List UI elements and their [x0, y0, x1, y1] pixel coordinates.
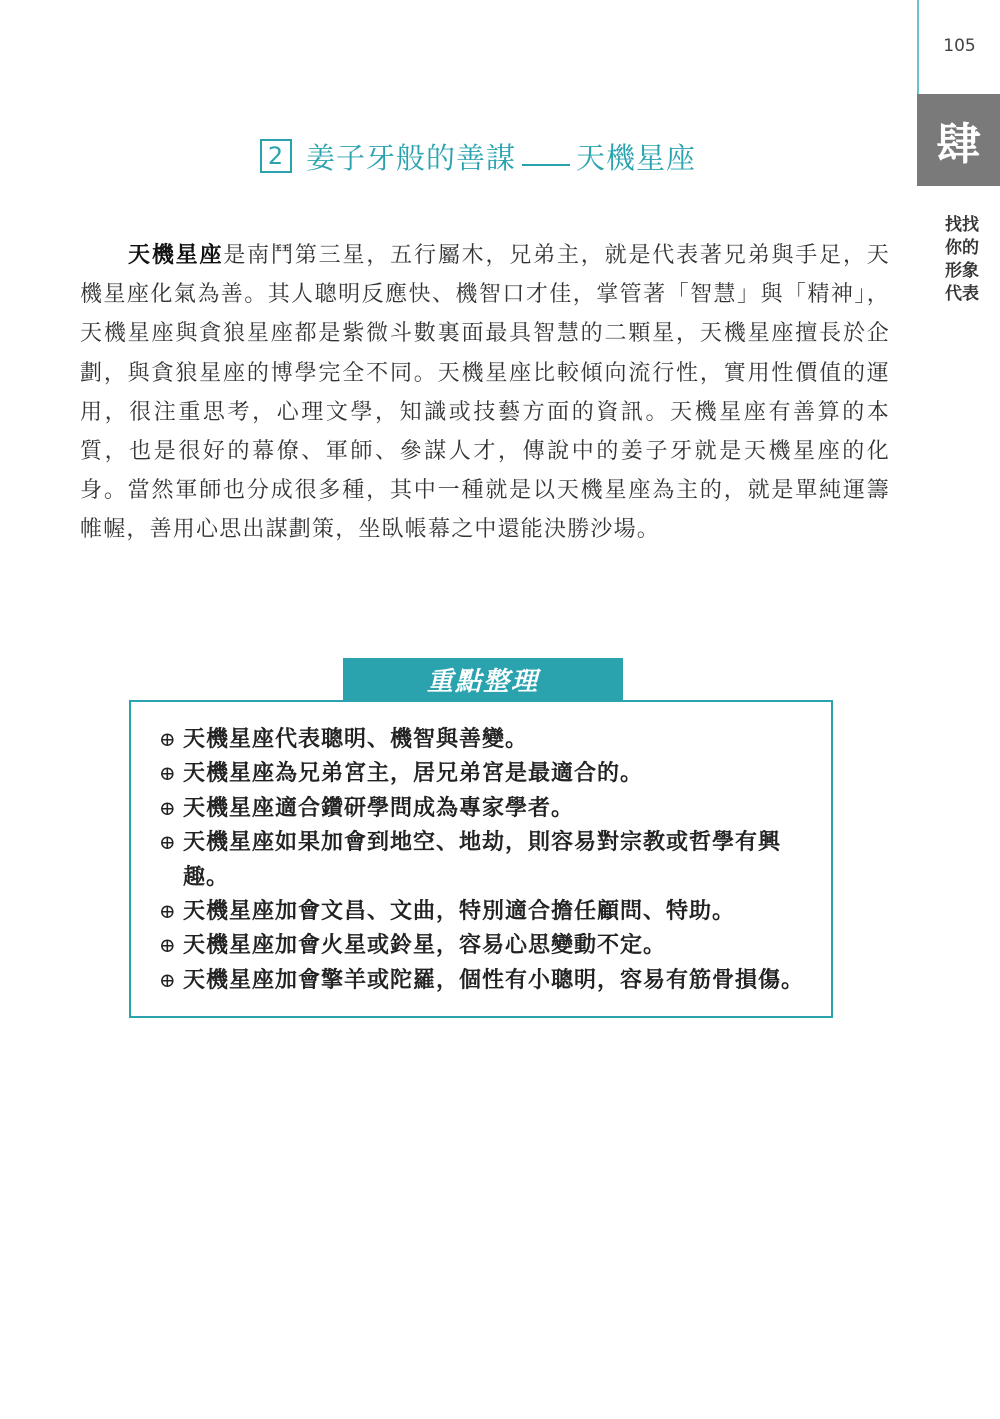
summary-item-text: 天機星座為兄弟宮主，居兄弟宮是最適合的。: [183, 760, 644, 787]
section-heading: [260, 136, 696, 176]
side-caption: 找找你的形象代表: [945, 215, 979, 304]
summary-item: [159, 825, 819, 894]
summary-item: [159, 928, 819, 962]
summary-item: [159, 756, 819, 790]
section-number-badge: 2: [260, 139, 292, 173]
circle-plus-icon: ⊕: [159, 899, 177, 924]
summary-title-tab: 重點整理: [343, 658, 623, 700]
chapter-tab: 肆: [917, 94, 1000, 186]
circle-plus-icon: ⊕: [159, 795, 177, 820]
circle-plus-icon: ⊕: [159, 830, 177, 855]
summary-item-text: 天機星座加會文昌、文曲，特別適合擔任顧問、特助。: [183, 898, 736, 925]
summary-item-text: 天機星座代表聰明、機智與善變。: [183, 726, 529, 752]
circle-plus-icon: ⊕: [159, 967, 177, 992]
summary-list: [159, 722, 819, 997]
circle-plus-icon: ⊕: [159, 761, 177, 786]
circle-plus-icon: ⊕: [159, 933, 177, 958]
circle-plus-icon: ⊕: [159, 727, 177, 751]
summary-item-text: 天機星座適合鑽研學問成為專家學者。: [183, 794, 575, 821]
summary-item-text: 天機星座如果加會到地空、地劫，則容易對宗教或哲學有興趣。: [183, 829, 782, 890]
body-lead-bold: 天機星座: [128, 243, 224, 268]
summary-item: [159, 791, 819, 825]
summary-item-text: 天機星座加會火星或鈴星，容易心思變動不定。: [183, 932, 667, 959]
section-title-part-b: 天機星座: [576, 140, 697, 175]
body-text: 是南鬥第三星，五行屬木，兄弟主，就是代表著兄弟與手足，天機星座化氣為善。其人聰明反應快、機智口才佳，掌管著「智慧」與「精神」，天機星座與貪狼星座都是紫微斗數裏面最具智慧的二顆星，天機星座擅長於企劃，與貪狼星座的博學完全不同。天機星座比較傾向流行性，實用性價值的運用，很注重思考，心理文學，知識或技藝方面的資訊。天機星座有善算的本質，也是很好的幕僚、軍師、參謀人才，傳說中的姜子牙就是天機星座的化身。當然軍師也分成很多種，其中一種就是以天機星座為主的，就是單純運籌帷幄，善用心思出謀劃策，坐臥帳幕之中還能決勝沙場。: [80, 243, 890, 543]
summary-item-text: 天機星座加會擎羊或陀羅，個性有小聰明，容易有筋骨損傷。: [183, 966, 805, 993]
summary-box: [129, 700, 833, 1018]
heading-underline-rule: [522, 164, 570, 166]
section-title-part-a: 姜子牙般的善謀: [306, 140, 517, 175]
summary-item: [159, 963, 819, 997]
body-paragraph: [80, 236, 890, 550]
summary-item: [159, 894, 819, 928]
page-number: 105: [943, 36, 976, 56]
summary-item: [159, 722, 819, 756]
